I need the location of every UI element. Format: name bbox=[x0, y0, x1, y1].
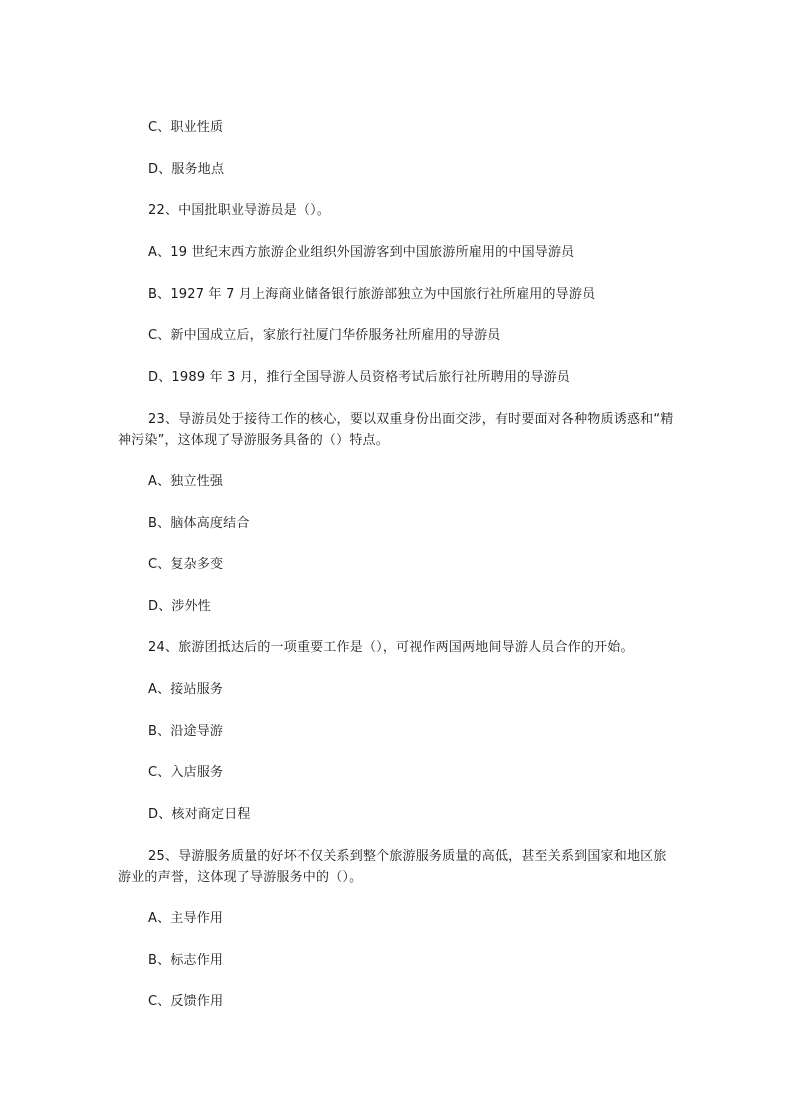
question-24-option-a: A、接站服务 bbox=[148, 682, 224, 697]
question-25-option-c: C、反馈作用 bbox=[148, 994, 224, 1009]
question-22-option-b: B、1927 年 7 月上海商业储备银行旅游部独立为中国旅行社所雇用的导游员 bbox=[148, 287, 596, 302]
question-24-option-b: B、沿途导游 bbox=[148, 724, 224, 739]
question-23: 23、导游员处于接待工作的核心，要以双重身份出面交涉，有时要面对各种物质诱惑和“精神污染”，这体现了导游服务具备的（）特点。 bbox=[118, 412, 674, 448]
question-22: 22、中国批职业导游员是（）。 bbox=[148, 203, 331, 218]
question-23-option-b: B、脑体高度结合 bbox=[148, 516, 250, 531]
question-24-option-c: C、入店服务 bbox=[148, 765, 224, 780]
question-22-option-c: C、新中国成立后，家旅行社厦门华侨服务社所雇用的导游员 bbox=[148, 328, 501, 343]
question-23-option-c: C、复杂多变 bbox=[148, 557, 224, 572]
question-22-option-a: A、19 世纪末西方旅游企业组织外国游客到中国旅游所雇用的中国导游员 bbox=[148, 245, 575, 260]
question-23-option-d: D、涉外性 bbox=[148, 599, 212, 614]
question-24: 24、旅游团抵达后的一项重要工作是（），可视作两国两地间导游人员合作的开始。 bbox=[148, 640, 634, 655]
question-22-option-d: D、1989 年 3 月，推行全国导游人员资格考试后旅行社所聘用的导游员 bbox=[148, 370, 570, 385]
question-23-option-a: A、独立性强 bbox=[148, 474, 224, 489]
question-25-option-b: B、标志作用 bbox=[148, 953, 224, 968]
option-d-service-place: D、服务地点 bbox=[148, 162, 225, 177]
question-25: 25、导游服务质量的好坏不仅关系到整个旅游服务质量的高低，甚至关系到国家和地区旅游业的声誉，这体现了导游服务中的（）。 bbox=[118, 849, 667, 885]
question-24-option-d: D、核对商定日程 bbox=[148, 807, 251, 822]
option-c-job-nature: C、职业性质 bbox=[148, 120, 224, 135]
question-25-option-a: A、主导作用 bbox=[148, 911, 224, 926]
